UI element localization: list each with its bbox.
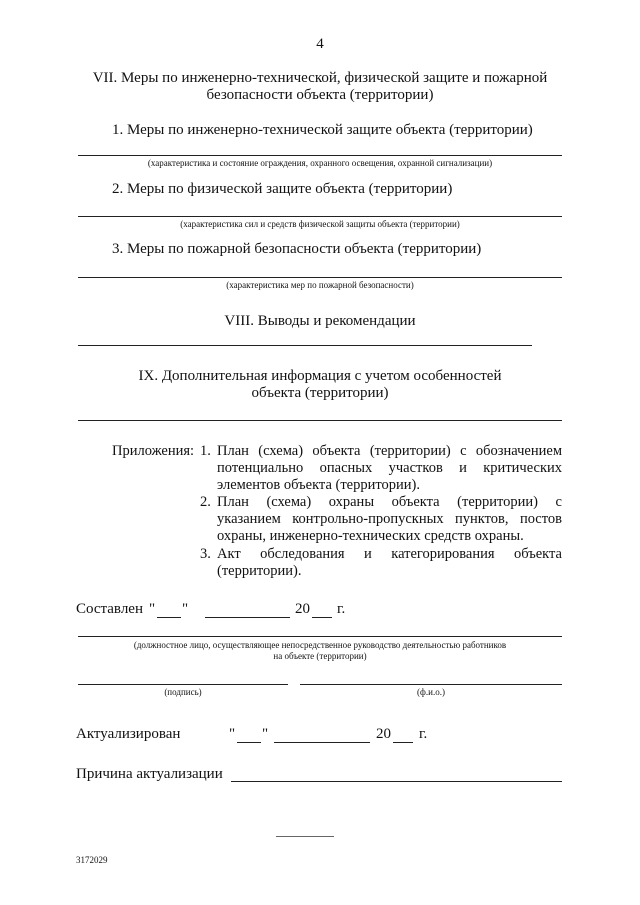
section-7-title xyxy=(60,70,580,104)
signature-field[interactable] xyxy=(78,684,288,685)
fill-line-item-1[interactable] xyxy=(78,155,562,156)
appendix-item-3 xyxy=(200,546,562,580)
appendices-label: Приложения: xyxy=(112,443,195,459)
compiled-year-suffix: г. xyxy=(337,601,346,617)
appendix-line: Акт обследования и категорирования объекта xyxy=(217,546,562,562)
update-reason-label: Причина актуализации xyxy=(76,766,223,782)
appendix-line: элементов объекта (территории). xyxy=(217,477,420,493)
compiled-quote-close: " xyxy=(182,601,189,617)
updated-label: Актуализирован xyxy=(76,726,181,742)
appendix-line: (территории). xyxy=(217,563,302,579)
compiled-month-field[interactable] xyxy=(205,617,290,618)
footer-code: 3172029 xyxy=(76,855,108,865)
appendix-line: охраны, инженерно-технических средств охраны. xyxy=(217,528,524,544)
section-9-title xyxy=(60,368,580,402)
section-9-title-line2: объекта (территории) xyxy=(251,385,389,401)
fill-line-item-3[interactable] xyxy=(78,277,562,278)
section-7-item-1: 1. Меры по инженерно-технической защите объекта (территории) xyxy=(112,122,533,138)
section-7-item-3: 3. Меры по пожарной безопасности объекта (территории) xyxy=(112,241,482,257)
compiled-year-prefix: 20 xyxy=(295,601,310,617)
compiled-year-field[interactable] xyxy=(312,617,332,618)
appendix-item-1 xyxy=(200,443,562,494)
updated-quote-open: " xyxy=(229,726,236,742)
compiled-quote-open: " xyxy=(149,601,156,617)
updated-year-field[interactable] xyxy=(393,742,413,743)
official-name-field[interactable] xyxy=(78,636,562,637)
appendix-number: 2. xyxy=(200,494,211,510)
update-reason-field[interactable] xyxy=(231,781,562,782)
appendix-item-2 xyxy=(200,494,562,545)
appendix-line: указанием контрольно-пропускных пунктов, постов xyxy=(217,511,562,527)
updated-day-field[interactable] xyxy=(237,742,261,743)
footer-divider xyxy=(276,836,334,837)
name-hint: (ф.и.о.) xyxy=(417,687,445,697)
updated-quote-close: " xyxy=(262,726,269,742)
name-field[interactable] xyxy=(300,684,562,685)
section-7-title-line1: VII. Меры по инженерно-технической, физической защите и пожарной xyxy=(92,70,548,86)
official-hint-line2: на объекте (территории) xyxy=(273,651,367,661)
compiled-day-field[interactable] xyxy=(157,617,181,618)
updated-year-prefix: 20 xyxy=(376,726,391,742)
fill-line-item-2[interactable] xyxy=(78,216,562,217)
section-8-title: VIII. Выводы и рекомендации xyxy=(224,313,416,329)
page-number: 4 xyxy=(316,36,324,52)
section-7-item-3-hint: (характеристика мер по пожарной безопасности) xyxy=(226,280,414,290)
section-7-title-line2: безопасности объекта (территории) xyxy=(206,87,434,103)
appendix-line: План (схема) объекта (территории) с обозначением xyxy=(217,443,562,459)
section-9-title-line1: IX. Дополнительная информация с учетом особенностей xyxy=(138,368,502,384)
official-hint-line1: (должностное лицо, осуществляющее непосредственное руководство деятельностью работников xyxy=(133,640,507,650)
section-7-item-1-hint: (характеристика и состояние ограждения, охранного освещения, охранной сигнализации) xyxy=(147,158,493,168)
appendix-line: потенциально опасных участков и критических xyxy=(217,460,562,476)
fill-line-section-9[interactable] xyxy=(78,420,562,421)
section-7-item-2-hint: (характеристика сил и средств физической защиты объекта (территории) xyxy=(180,219,460,229)
official-hint xyxy=(78,640,562,662)
section-7-item-2: 2. Меры по физической защите объекта (территории) xyxy=(112,181,453,197)
updated-year-suffix: г. xyxy=(419,726,428,742)
appendix-number: 3. xyxy=(200,546,211,562)
compiled-label: Составлен xyxy=(76,601,143,617)
updated-month-field[interactable] xyxy=(274,742,370,743)
signature-hint: (подпись) xyxy=(164,687,202,697)
fill-line-section-8[interactable] xyxy=(78,345,532,346)
appendix-line: План (схема) охраны объекта (территории) с xyxy=(217,494,562,510)
appendix-number: 1. xyxy=(200,443,211,459)
